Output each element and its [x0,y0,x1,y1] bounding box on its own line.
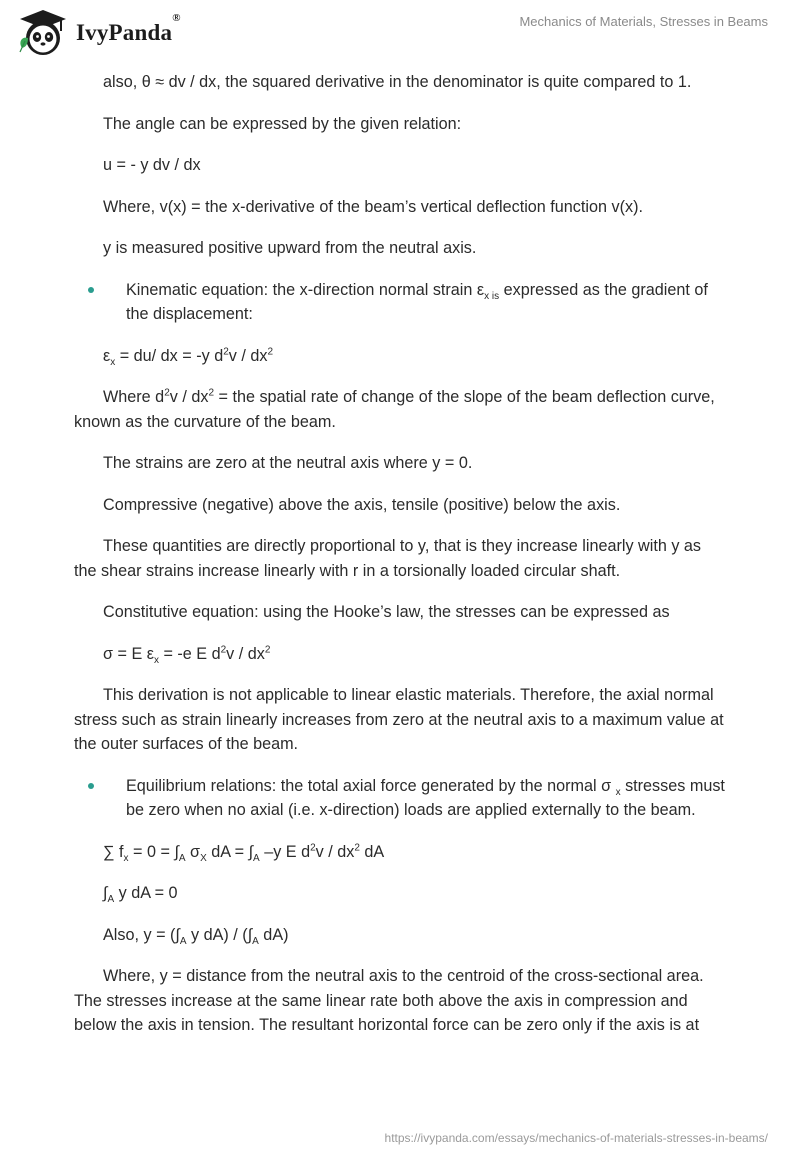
document-title: Mechanics of Materials, Stresses in Beams [519,14,768,29]
equation: ∑ $f_x = 0 = \int_A$ $\sigma_X$ dA = $\int_A$ –y E $d^2v / dx^2$ dA [103,842,385,864]
paragraph: also, θ ≈ dv / dx, the squared derivative in the denominator is quite compared to 1. [103,73,692,91]
paragraph: Constitutive equation: using the Hooke’s law, the stresses can be expressed as [103,603,670,621]
paragraph: Where, y = distance from the neutral axis to the centroid of the cross-sectional area. The stresses increase at the same linear rate both above the axis in compression and below the axis in tension. The resultant horizontal force can be zero only if the axis is at [74,967,704,1034]
page-header [0,0,800,64]
equation: $\int_A$ y dA = 0 [103,884,178,906]
logo-text: IvyPanda® [76,12,181,45]
logo[interactable] [16,8,181,58]
panda-logo-icon [16,8,70,58]
equation: $\varepsilon_x = du/$ dx = -y $d^2v / dx^2$ [103,346,274,368]
paragraph: These quantities are directly proportional to y, that is they increase linearly with y as the shear strains increase linearly with r in a torsionally loaded circular shaft. [74,537,702,580]
equation: u = - y dv / dx [103,156,201,174]
paragraph: y is measured positive upward from the neutral axis. [103,239,477,257]
bullet-item: Kinematic equation: the x-direction normal strain $\varepsilon_{x is}$ expressed as the gradient of the displacement: [74,278,726,327]
essay-body [74,70,726,1055]
equation: σ = E $\varepsilon_x = -e$ E $d^2v / dx^2$ [103,644,271,666]
equation: Also, $y = (\int_A$ y $dA) / (\int_A$ dA) [103,925,289,947]
paragraph: This derivation is not applicable to linear elastic materials. Therefore, the axial normal stress such as strain linearly increases from zero at the neutral axis to a maximum value at the outer surfaces of the beam. [74,686,724,753]
bullet-dot-icon [88,287,94,293]
paragraph: Where, v(x) = the x-derivative of the beam’s vertical deflection function v(x). [103,197,643,216]
paragraph: The angle can be expressed by the given relation: [103,114,462,133]
source-url-link[interactable]: https://ivypanda.com/essays/mechanics-of-materials-stresses-in-beams/ [384,1131,768,1145]
bullet-dot-icon [88,783,94,789]
paragraph: Compressive (negative) above the axis, tensile (positive) below the axis. [103,495,621,514]
bullet-item: Equilibrium relations: the total axial force generated by the normal σ $_x$ stresses must be zero when no axial (i.e. x-direction) loads are applied externally to the beam. [74,774,726,823]
paragraph: Where $d^2v / dx^2$ = the spatial rate of change of the slope of the beam deflection curve, known as the curvature of the beam. [74,387,715,431]
paragraph: The strains are zero at the neutral axis where y = 0. [103,454,473,472]
